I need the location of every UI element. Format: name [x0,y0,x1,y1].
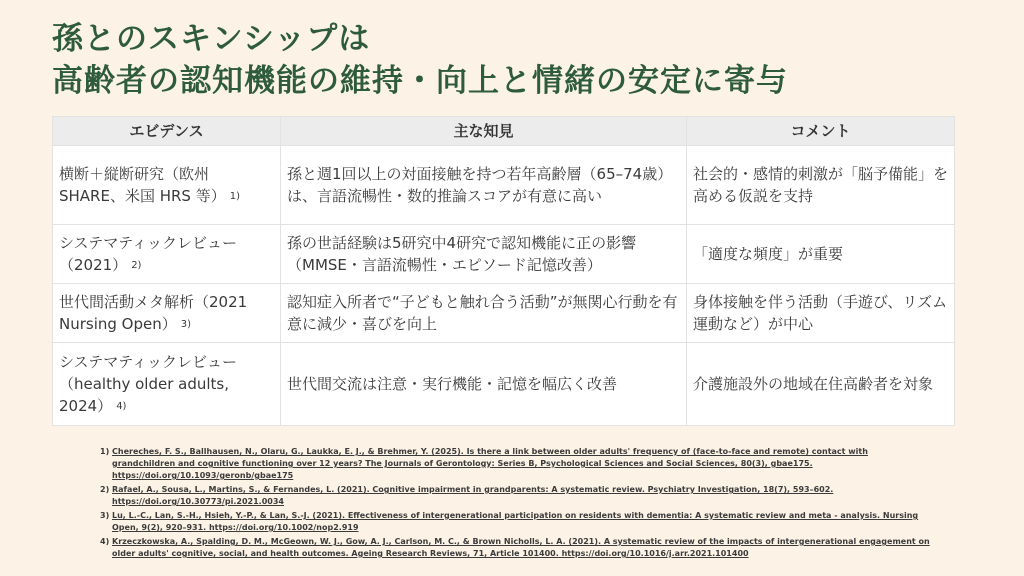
reference-number: 4) [100,537,110,546]
reference-marker: 2) [131,259,142,271]
reference-link[interactable]: Chereches, F. S., Ballhausen, N., Olaru, G., Laukka, E. J., & Brehmer, Y. (2025). Is there a link between older adults' frequency of (face-to-face and remote) contact with grandchildren and cognitive functioning over 12 years? The Journals of Gerontology: Series B, Psychological Sciences and Social Sciences, 80(3), gbae175. https://doi.org/10.1093/geronb/gbae175 [112,447,868,480]
reference-link[interactable]: Rafael, A., Sousa, L., Martins, S., & Fernandes, L. (2021). Cognitive impairment in grandparents: A systematic review. Psychiatry Investigation, 18(7), 593–602. https://doi.org/10.30773/pi.2021.0034 [112,485,834,506]
reference-marker: 4) [116,400,127,412]
finding-cell: 世代間交流は注意・実行機能・記憶を幅広く改善 [281,343,687,426]
reference-number: 2) [100,485,110,494]
evidence-text: システマティックレビュー（2021） [59,233,238,274]
table-row [53,343,955,426]
reference-link[interactable]: Lu, L.-C., Lan, S.-H., Hsieh, Y.-P., & Lan, S.-J. (2021). Effectiveness of intergenerational participation on residents with dementia: A systematic review and meta - analysis. Nursing Open, 9(2), 920–931. https://doi.org/10.1002/nop2.919 [112,511,919,532]
reference-number: 3) [100,511,110,520]
evidence-table [52,116,955,426]
reference-item [100,484,930,508]
evidence-text: システマティックレビュー（healthy older adults, 2024） [59,352,238,415]
comment-cell: 介護施設外の地域在住高齢者を対象 [687,343,955,426]
reference-link[interactable]: Krzeczkowska, A., Spalding, D. M., McGeown, W. J., Gow, A. J., Carlson, M. C., & Brown Nicholls, L. A. (2021). A systematic review of the impacts of intergenerational engagement on older adults' cognitive, social, and health outcomes. Ageing Research Reviews, 71, Article 101400. https://doi.org/10.1016/j.arr.2021.101400 [112,537,930,558]
reference-item [100,536,930,560]
header-finding: 主な知見 [281,117,687,146]
evidence-cell [53,343,281,426]
table-row [53,146,955,225]
title-line-2: 高齢者の認知機能の維持・向上と情緒の安定に寄与 [52,63,788,99]
evidence-text: 横断＋縦断研究（欧州SHARE、米国 HRS 等） [59,164,226,205]
reference-marker: 1) [229,190,240,202]
evidence-cell [53,284,281,343]
title-line-1: 孫とのスキンシップは [52,21,371,57]
reference-item [100,510,930,534]
finding-cell: 孫の世話経験は5研究中4研究で認知機能に正の影響（MMSE・言語流暢性・エピソード記憶改善） [281,225,687,284]
reference-list [100,446,930,562]
reference-item [100,446,930,482]
reference-marker: 3) [180,318,192,330]
evidence-cell [53,146,281,225]
header-evidence: エビデンス [53,117,281,146]
finding-cell: 孫と週1回以上の対面接触を持つ若年高齢層（65–74歳）は、言語流暢性・数的推論スコアが有意に高い [281,146,687,225]
evidence-text: 世代間活動メタ解析（2021 Nursing Open） [59,292,248,333]
comment-cell: 身体接触を伴う活動（手遊び、リズム運動など）が中心 [687,284,955,343]
comment-cell: 「適度な頻度」が重要 [687,225,955,284]
reference-number: 1) [100,447,110,456]
header-comment: コメント [687,117,955,146]
table-row [53,284,955,343]
table-row [53,225,955,284]
evidence-cell [53,225,281,284]
table-header-row [53,117,955,146]
finding-cell: 認知症入所者で“子どもと触れ合う活動”が無関心行動を有意に減少・喜びを向上 [281,284,687,343]
slide-title [52,18,788,102]
comment-cell: 社会的・感情的刺激が「脳予備能」を高める仮説を支持 [687,146,955,225]
